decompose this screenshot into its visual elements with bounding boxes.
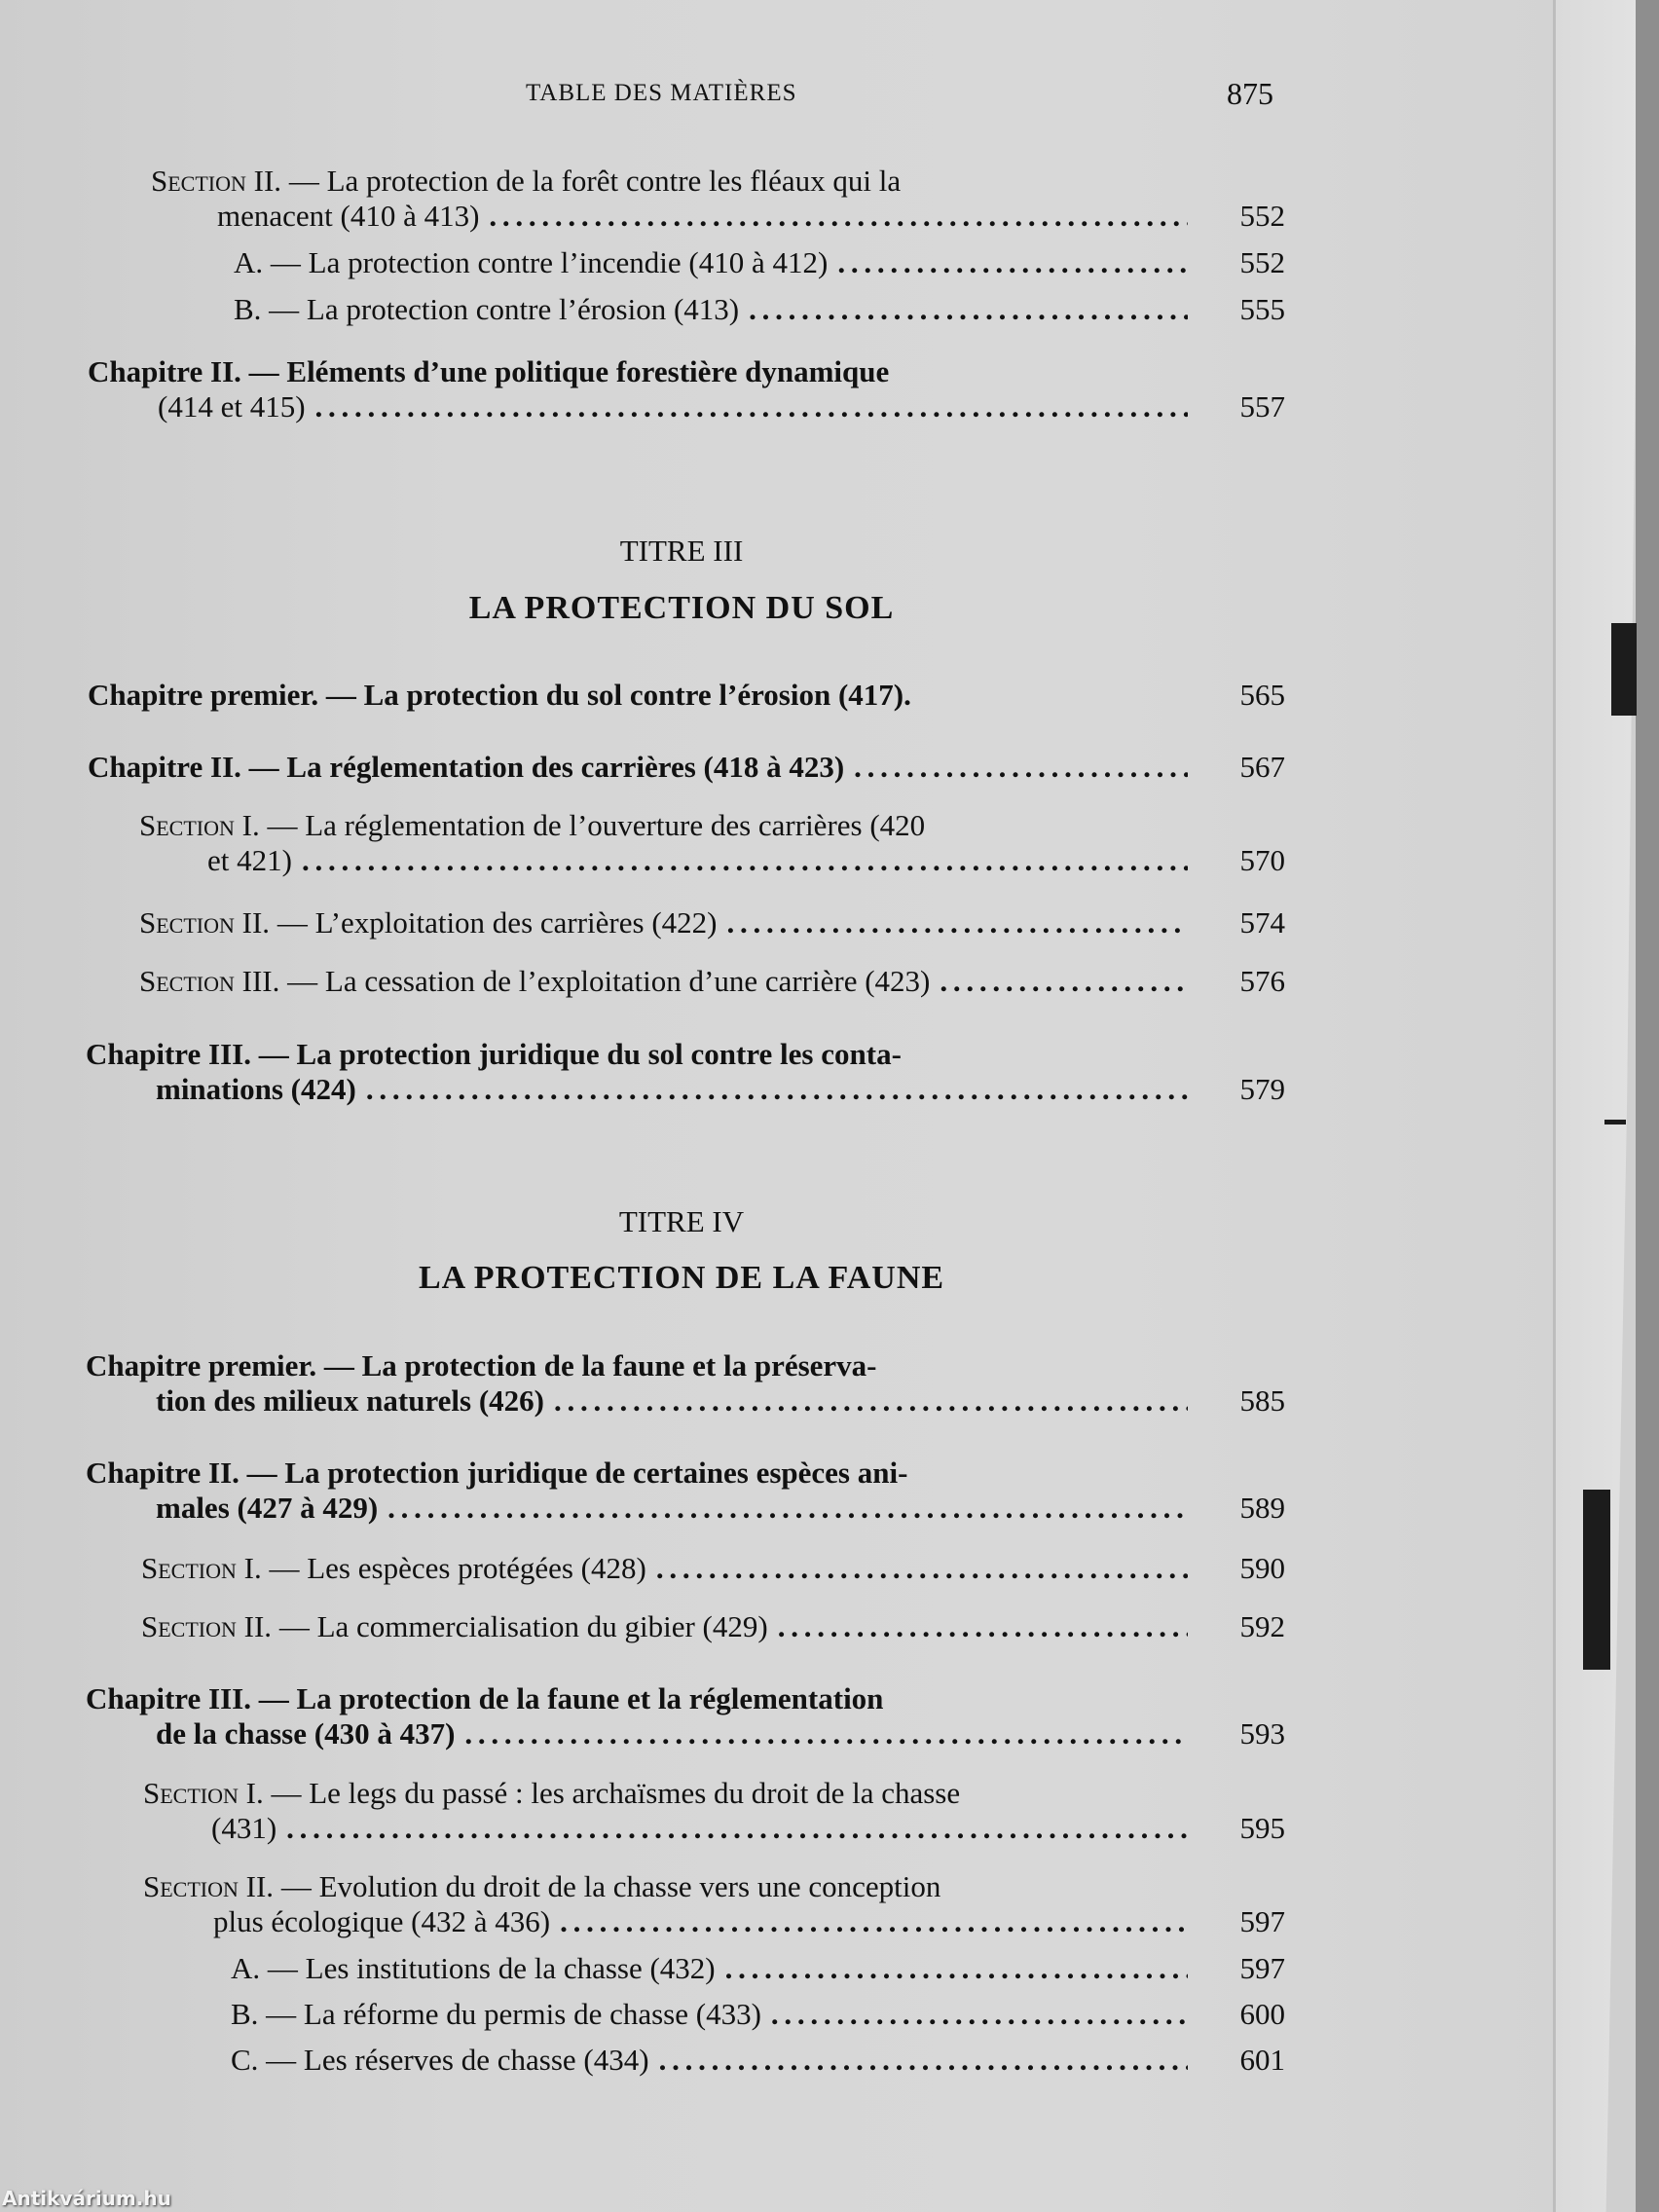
- dot-leader: [659, 2043, 1188, 2078]
- section-number: II.: [245, 1869, 275, 1903]
- toc-entry-chapter: [88, 354, 1285, 424]
- section-label: Section: [139, 808, 235, 842]
- page-fold-line: [1553, 0, 1556, 2212]
- entry-title: — L’exploitation des carrières (422): [276, 905, 718, 940]
- entry-title: Chapitre II. — La protection juridique de certaines espèces ani-: [86, 1456, 908, 1490]
- page-ref: 592: [1239, 1609, 1285, 1643]
- entry-title: — La protection de la forêt contre les fléaux qui la: [288, 164, 902, 198]
- entry-title-cont: et 421): [207, 843, 292, 877]
- section-number: I.: [241, 808, 260, 842]
- edge-mark-bottom: [1583, 1490, 1610, 1670]
- table-surface: [1636, 0, 1659, 2212]
- page-ref: 597: [1239, 1951, 1285, 1985]
- page-ref: 593: [1239, 1716, 1285, 1751]
- entry-title: Chapitre III. — La protection de la faune et la réglementation: [86, 1681, 884, 1715]
- page-ref: 585: [1239, 1383, 1285, 1418]
- dot-leader: [315, 389, 1188, 424]
- entry-title: Chapitre III. — La protection juridique du sol contre les conta-: [86, 1037, 902, 1071]
- page-number: 875: [1227, 76, 1273, 111]
- entry-title: — La réglementation de l’ouverture des carrières (420: [267, 808, 926, 842]
- page-ref: 555: [1239, 292, 1285, 326]
- section-number: II.: [243, 1609, 273, 1643]
- dot-leader: [749, 292, 1188, 327]
- section-number: III.: [241, 964, 280, 998]
- page-ref: 570: [1239, 843, 1285, 877]
- entry-title: — Les espèces protégées (428): [269, 1551, 646, 1585]
- page-ref: 601: [1239, 2043, 1285, 2077]
- dot-leader: [387, 1491, 1188, 1526]
- dot-leader: [286, 1811, 1188, 1846]
- entry-title: — La cessation de l’exploitation d’une carrière (423): [287, 964, 931, 998]
- entry-title: Chapitre premier. — La protection de la faune et la préserva-: [86, 1348, 877, 1382]
- dot-leader: [778, 1609, 1188, 1644]
- toc-entry-chapter: [88, 678, 1285, 713]
- entry-title-cont: (414 et 415): [158, 389, 306, 424]
- entry-title: Chapitre premier. — La protection du sol contre l’érosion (417).: [88, 678, 911, 712]
- entry-title-cont: plus écologique (432 à 436): [213, 1904, 551, 1938]
- dot-leader: [656, 1551, 1188, 1586]
- toc-entry-section: [151, 164, 1285, 234]
- edge-mark-top: [1611, 623, 1637, 716]
- page-ref: 567: [1239, 750, 1285, 784]
- section-number: I.: [243, 1551, 262, 1585]
- entry-title: A. — La protection contre l’incendie (410 à 412): [234, 245, 829, 279]
- page-ref: 579: [1239, 1072, 1285, 1106]
- page-ref: 574: [1239, 905, 1285, 940]
- toc-entry-subsection: [231, 1997, 1285, 2032]
- dot-leader: [302, 843, 1188, 878]
- entry-title-cont: tion des milieux naturels (426): [156, 1383, 544, 1418]
- section-number: II.: [253, 164, 282, 198]
- page-ref: 552: [1239, 199, 1285, 233]
- toc-entry-subsection: [234, 245, 1285, 280]
- entry-title: Chapitre II. — La réglementation des carrières (418 à 423): [88, 750, 845, 784]
- toc-entry-subsection: [231, 1951, 1285, 1986]
- entry-title-cont: menacent (410 à 413): [217, 199, 480, 233]
- titre-number: TITRE IV: [618, 1204, 745, 1238]
- entry-title: C. — Les réserves de chasse (434): [231, 2043, 649, 2077]
- page-ref: 557: [1239, 389, 1285, 424]
- section-label: Section: [143, 1869, 239, 1903]
- page-ref: 600: [1239, 1997, 1285, 2031]
- entry-title-cont: (431): [211, 1811, 277, 1845]
- toc-entry-section: [143, 1776, 1285, 1846]
- section-label: Section: [141, 1609, 237, 1643]
- toc-entry-chapter: [86, 1348, 1285, 1419]
- section-number: II.: [241, 905, 271, 940]
- section-label: Section: [143, 1776, 239, 1810]
- entry-title: Chapitre II. — Eléments d’une politique forestière dynamique: [88, 354, 890, 388]
- page-ref: 590: [1239, 1551, 1285, 1585]
- toc-entry-chapter: [86, 1681, 1285, 1751]
- section-label: Section: [139, 905, 235, 940]
- toc-entry-section: [141, 1551, 1285, 1586]
- dot-leader: [837, 245, 1188, 280]
- entry-title: — La commercialisation du gibier (429): [278, 1609, 768, 1643]
- watermark: Antikvárium.hu: [2, 2187, 171, 2210]
- running-title: TABLE DES MATIÈRES: [526, 80, 797, 106]
- entry-title: B. — La réforme du permis de chasse (433): [231, 1997, 761, 2031]
- book-edge: [1556, 0, 1640, 2212]
- edge-mark-small: [1604, 1120, 1626, 1124]
- entry-title: B. — La protection contre l’érosion (413): [234, 292, 740, 326]
- entry-title-cont: minations (424): [156, 1072, 356, 1106]
- page-header: [0, 76, 1562, 115]
- page-ref: 597: [1239, 1904, 1285, 1938]
- toc-entry-section: [141, 1609, 1285, 1644]
- toc-entry-section: [143, 1869, 1285, 1939]
- toc-entry-chapter: [86, 1456, 1285, 1526]
- section-label: Section: [151, 164, 246, 198]
- toc-entry-subsection: [231, 2043, 1285, 2078]
- entry-title: A. — Les institutions de la chasse (432): [231, 1951, 716, 1985]
- toc-entry-chapter: [88, 750, 1285, 785]
- page-ref: 576: [1239, 964, 1285, 998]
- page-ref: 552: [1239, 245, 1285, 279]
- toc-entry-subsection: [234, 292, 1285, 327]
- toc-entry-chapter: [86, 1037, 1285, 1107]
- section-number: I.: [245, 1776, 264, 1810]
- entry-title-cont: males (427 à 429): [156, 1491, 379, 1525]
- toc-entry-section: [139, 905, 1285, 940]
- dot-leader: [554, 1383, 1188, 1419]
- dot-leader: [366, 1072, 1188, 1107]
- page-ref: 589: [1239, 1491, 1285, 1525]
- titre-number: TITRE III: [619, 534, 744, 568]
- titre-heading: LA PROTECTION DE LA FAUNE: [418, 1260, 945, 1296]
- dot-leader: [560, 1904, 1188, 1939]
- toc-entry-section: [139, 808, 1285, 878]
- entry-title-cont: de la chasse (430 à 437): [156, 1716, 456, 1751]
- titre-heading: LA PROTECTION DU SOL: [468, 590, 895, 626]
- section-label: Section: [139, 964, 235, 998]
- entry-title: — Le legs du passé : les archaïsmes du droit de la chasse: [271, 1776, 961, 1810]
- page-ref: 595: [1239, 1811, 1285, 1845]
- dot-leader: [464, 1716, 1188, 1751]
- dot-leader: [489, 199, 1188, 234]
- dot-leader: [771, 1997, 1188, 2032]
- toc-entry-section: [139, 964, 1285, 999]
- dot-leader: [940, 964, 1188, 999]
- section-label: Section: [141, 1551, 237, 1585]
- dot-leader: [854, 750, 1188, 785]
- page-ref: 565: [1239, 678, 1285, 712]
- dot-leader: [725, 1951, 1188, 1986]
- entry-title: — Evolution du droit de la chasse vers une conception: [280, 1869, 941, 1903]
- dot-leader: [726, 905, 1188, 940]
